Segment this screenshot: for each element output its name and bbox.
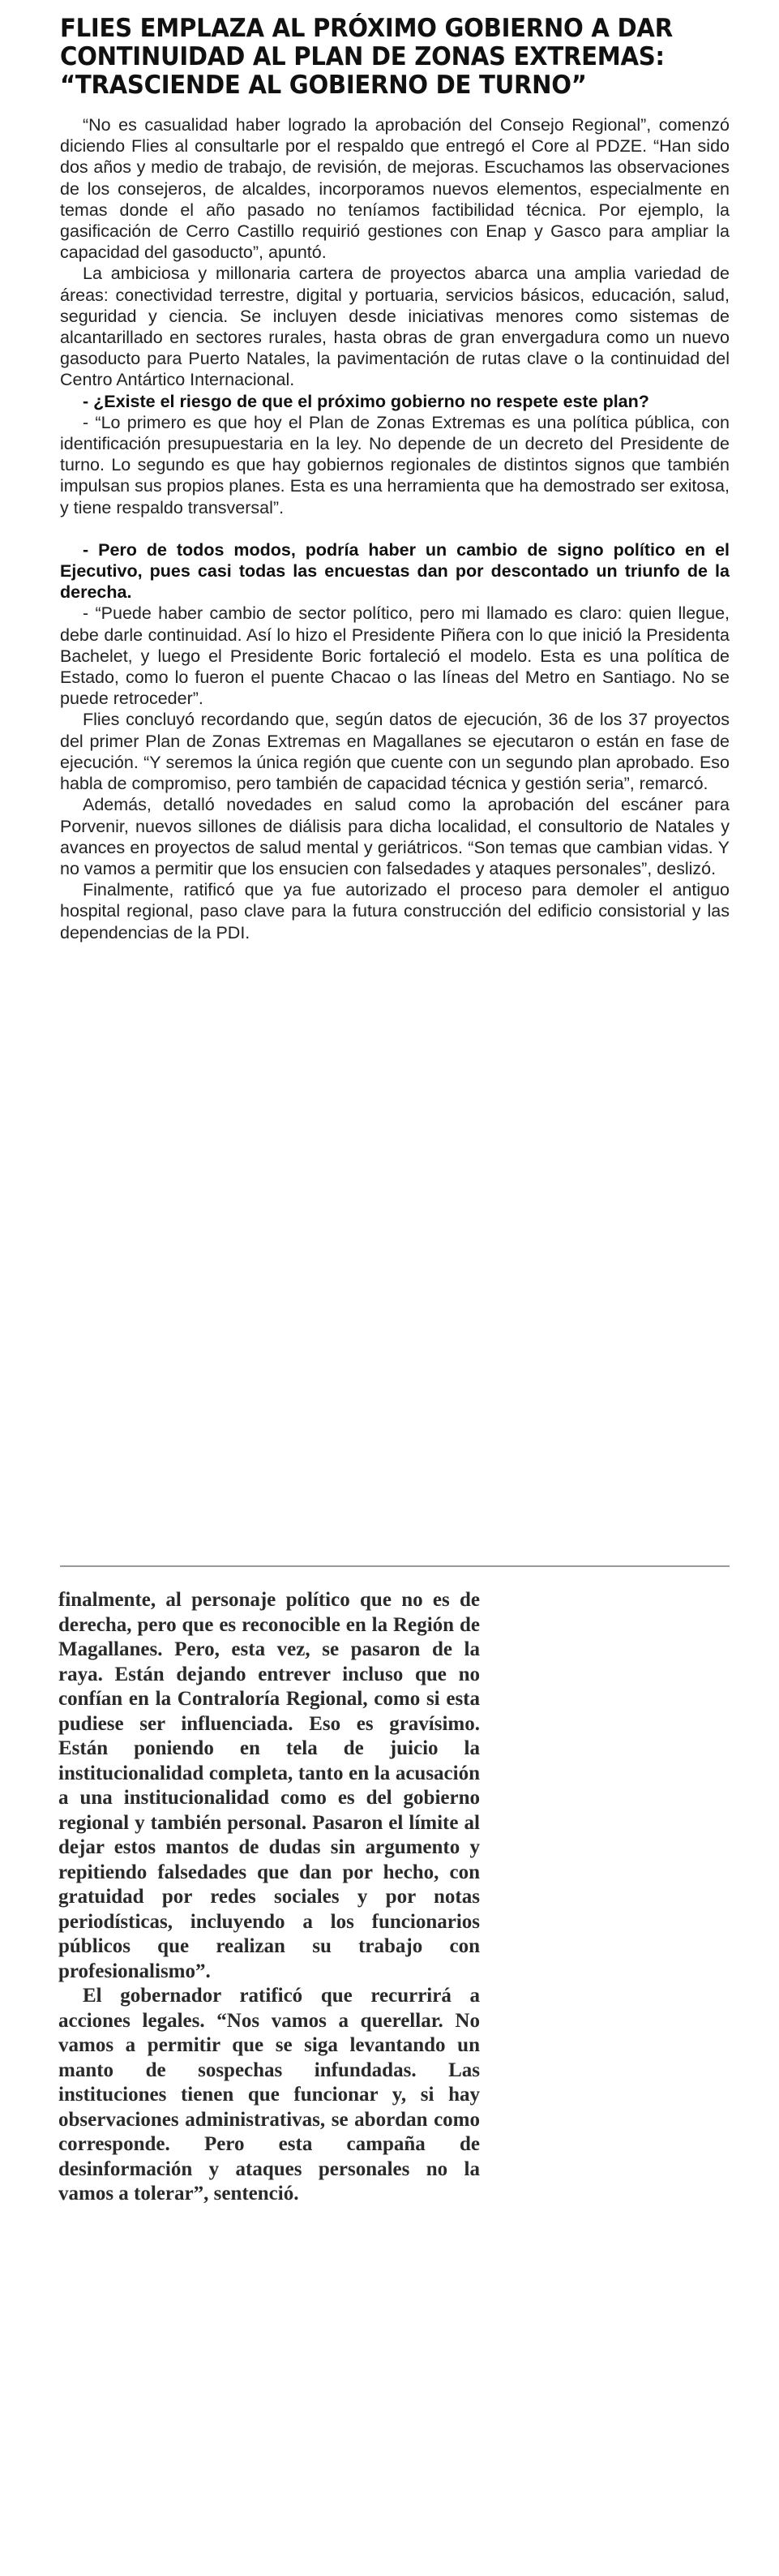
interview-answer: - “Lo primero es que hoy el Plan de Zonas Extremas es una política pública, con identificación presupuestaria en la ley. No depende de un decreto del Presidente de turno. Lo segundo es que hay gobiernos regionales de distintos signos que también impulsan sus propios planes. Esta es una herramienta que ha demostrado ser exitosa, y tiene respaldo transversal”.: [60, 412, 730, 517]
interview-question: - ¿Existe el riesgo de que el próximo gobierno no respete este plan?: [83, 391, 649, 411]
body-paragraph: Flies concluyó recordando que, según datos de ejecución, 36 de los 37 proyectos del primer Plan de Zonas Extremas en Magallanes se ejecutaron o están en fase de ejecución. “Y seremos la única región que cuente con un segundo plan aprobado. Eso habla de compromiso, pero también de capacidad técnica y gestión seria”, remarcó.: [60, 710, 730, 794]
section-divider: [60, 1565, 730, 1567]
paragraph-gap: [60, 518, 730, 539]
main-article: [60, 15, 730, 943]
body-paragraph: Finalmente, ratificó que ya fue autorizado el proceso para demoler el antiguo hospital regional, paso clave para la futura construcción del edificio consistorial y las dependencias de la PDI.: [60, 880, 730, 942]
interview-answer: - “Puede haber cambio de sector político, pero mi llamado es claro: quien llegue, debe darle continuidad. Así lo hizo el Presidente Piñera con lo que inició la Presidenta Bachelet, y luego el Presidente Boric fortaleció el modelo. Esta es una política de Estado, como lo fueron el puente Chacao o las líneas del Metro en Santiago. No se puede retroceder”.: [60, 603, 730, 709]
interview-question: - Pero de todos modos, podría haber un cambio de signo político en el Ejecutivo, pues casi todas las encuestas dan por descontado un triunfo de la derecha.: [60, 539, 730, 603]
secondary-article-column: [58, 1588, 480, 2207]
headline-line: FLIES EMPLAZA AL PRÓXIMO GOBIERNO A DAR: [60, 14, 673, 43]
body-paragraph: “No es casualidad haber logrado la aprobación del Consejo Regional”, comenzó diciendo Flies al consultarle por el respaldo que entregó el Core al PDZE. “Han sido dos años y medio de trabajo, de revisión, de mejoras. Escuchamos las observaciones de los consejeros, de alcaldes, incorporamos nuevos elementos, especialmente en temas donde el año pasado no teníamos factibilidad técnica. Por ejemplo, la gasificación de Cerro Castillo requirió gestiones con Enap y Gasco para ampliar la capacidad del gasoducto”, apuntó.: [60, 115, 730, 263]
column-paragraph: El gobernador ratificó que recurrirá a acciones legales. “Nos vamos a querellar. No vamos a permitir que se siga levantando un manto de sospechas infundadas. Las instituciones tienen que funcionar y, si hay observaciones administrativas, se abordan como corresponde. Pero esta campaña de desinformación y ataques personales no la vamos a tolerar”, sentenció.: [58, 1985, 480, 2205]
column-paragraph: finalmente, al personaje político que no es de derecha, pero que es reconocible en la Región de Magallanes. Pero, esta vez, se pasaron de la raya. Están dejando entrever incluso que no confían en la Contraloría Regional, como si esta pudiese ser influenciada. Eso es gravísimo. Están poniendo en tela de juicio la institucionalidad completa, tanto en la acusación a una institucionalidad como es del gobierno regional y también personal. Pasaron el límite al dejar estos mantos de dudas sin argumento y repitiendo falsedades que dan por hecho, con gratuidad por redes sociales y por notas periodísticas, incluyendo a los funcionarios públicos que realizan su trabajo con profesionalismo”.: [58, 1589, 480, 1982]
headline-line: CONTINUIDAD AL PLAN DE ZONAS EXTREMAS:: [60, 42, 665, 71]
body-paragraph: La ambiciosa y millonaria cartera de proyectos abarca una amplia variedad de áreas: conectividad terrestre, digital y portuaria, servicios básicos, educación, salud, seguridad y ciencia. Se incluyen desde iniciativas menores como sistemas de alcantarillado en sectores rurales, hasta obras de gran envergadura como un nuevo gasoducto para Puerto Natales, la pavimentación de rutas clave o la continuidad del Centro Antártico Internacional.: [60, 264, 730, 390]
body-paragraph: Además, detalló novedades en salud como la aprobación del escáner para Porvenir, nuevos sillones de diálisis para dicha localidad, el consultorio de Natales y avances en proyectos de salud mental y geriátricos. “Son temas que cambian vidas. Y no vamos a permitir que los ensucien con falsedades y ataques personales”, deslizó.: [60, 795, 730, 878]
article-headline: [60, 15, 723, 100]
headline-line: “TRASCIENDE AL GOBIERNO DE TURNO”: [60, 71, 587, 100]
